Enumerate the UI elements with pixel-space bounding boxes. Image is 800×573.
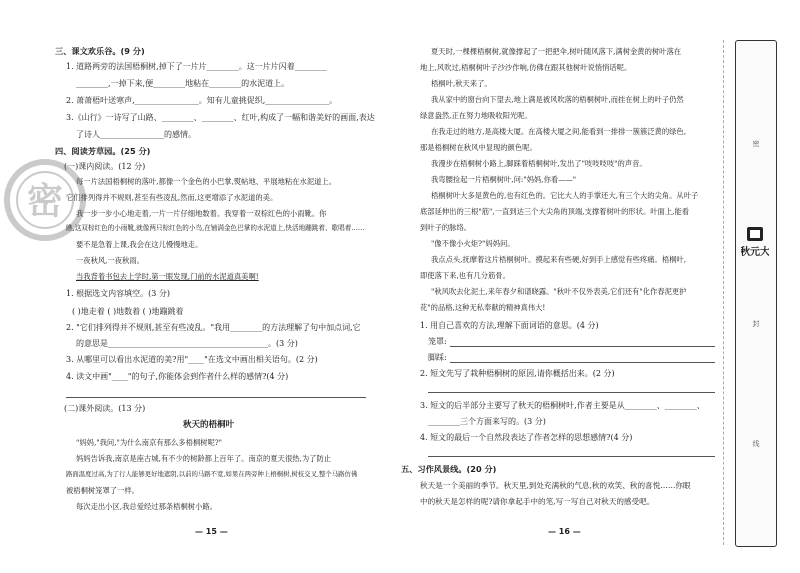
text-line: 了诗人________________的感情。 [76,130,196,139]
text-line: 要不是急着上课,我会在这儿慢慢地走。 [76,240,203,249]
svg-text:密: 密 [26,181,64,222]
text-line: 我从家中的窗台向下望去,地上满是被风吹落的梧桐树叶,而挂在树上的叶子仍然 [431,95,684,104]
text-line: 1. 道路两旁的法国梧桐树,掉下了一片片________。这一片片闪着________ [66,62,327,71]
text-line: ________,一掉下来,便________地粘在________的水泥道上。 [76,79,290,88]
text-line: 4. 短文的最后一个自然段表达了作者怎样的思想感情?(4 分) [420,433,633,442]
text-line: 底部延伸出的三根"筋",一直到达三个大尖角的顶端,支撑着树叶的形状。叶面上,能看 [420,207,690,216]
page-number: — 16 — [548,527,581,536]
text-line: 每次走出小区,我总爱经过那条梧桐树小路。 [76,502,217,511]
text-line: "秋风吹去化泥土,来年春夕和谱晓露。"秋叶不仅外表美,它们还有"化作春泥更护 [431,287,687,296]
seal-mark: 密 [752,140,760,147]
answer-line [450,346,715,347]
text-line: 中的秋天是怎样的呢?请你拿起手中的笔,写一写自己对秋天的感受吧。 [420,497,655,506]
answer-line [428,456,715,457]
text-line: 2. 萧萧梧叶送寒声,________________。知有儿童挑促织,________________。 [66,96,338,105]
section-heading: 五、习作风景线。(20 分) [401,464,497,474]
seal-mark: 封 [752,320,760,327]
answer-line [450,362,715,363]
text-line: 梧桐叶,秋天来了。 [431,79,492,88]
text-line: 我点点头,抚摩着这片梧桐树叶。摸起来有些硬,好到手上感觉有些疼痛。梧桐叶, [431,255,687,264]
watermark-stamp [0,155,90,245]
text-line: 花"的品格,这种无私奉献的精神真伟大! [420,303,546,312]
text-line: (二)课外阅读。(13 分) [64,404,146,413]
text-line: (一)课内阅读。(12 分) [64,162,146,171]
page-number: — 15 — [195,527,228,536]
text-line: 的意思是________________________________________。(3 分) [76,339,298,348]
text-line: 我弯腰捡起一片梧桐树叶,问:"妈妈,你看——" [431,175,577,184]
text-line: 四、阅读芳草园。(25 分) [55,146,151,156]
text-line: 即使落下来,也有几分筋骨。 [420,271,510,280]
text-line: 脚踩: [428,353,447,362]
text-line: ( )地走着 ( )地数着 ( )地蹦跳着 [72,307,184,316]
text-line: 一夜秋风,一夜秋雨。 [76,256,144,265]
left-page [0,0,398,573]
text-line: 1. 根据选文内容填空。(3 分) [66,289,171,298]
text-line: 每一片法国梧桐树的落叶,都像一个金色的小巴掌,熨帖地、平展地粘在水泥道上。 [76,177,337,186]
text-line: 妈妈告诉我,南京是座古城,有不少的树龄都上百年了。南京的夏天很热,为了防止 [76,454,332,463]
text-line: 3. 从哪里可以看出水泥道的美?用"____"在选文中画出相关语句。(2 分) [66,355,318,364]
text-line: 地上,风吹过,梧桐树叶子沙沙作响,仿佛在跟其他树叶说悄悄话呢。 [420,63,632,72]
text-line: 绿意盎然,正在努力地吸收阳光呢。 [420,111,532,120]
svg-text:秋元大: 秋元大 [741,247,769,258]
text-line: ________三个方面来写的。(3 分) [428,417,546,426]
text-line: 我一步一步小心地走着,一片一片仔细地数着。我穿着一双棕红色的小雨靴。你 [76,209,327,218]
text-line: 3. 短文的后半部分主要写了秋天的梧桐树叶,作者主要是从________、________、 [420,401,705,410]
answer-line [428,392,715,393]
text-line: 三、课文欢乐谷。(9 分) [55,46,145,56]
text-line: 笼罩: [428,337,447,346]
text-line: 到叶子的脉络。 [420,223,472,232]
text-line: 路面温度过高,为了行人能够更好地遮阴,以前的马路不宽,如果在两旁种上梧桐树,树枝交叉,整个马路仿佛 [66,470,358,478]
text-line: 瞧,这双棕红色的小雨靴,就像两只棕红色的小鸟,在铺满金色巴掌的水泥道上,快活地蹦跳着、歌唱着…… [66,224,365,232]
underlined-sentence: 当我背着书包去上学时,第一眼发现,门前的水泥道真美啊! [76,272,259,281]
text-line: 秋天是一个美丽的季节。秋天里,到处充满秋的气息,秋的欢笑、秋的喜悦……你眼 [420,481,691,490]
text-line: 1. 用自己喜欢的方法,理解下面词语的意思。(4 分) [420,321,599,330]
text-line: 梧桐树叶大多是黄色的,也有红色的。它比大人的手掌还大,有三个大的尖角。从叶子 [431,191,699,200]
text-line: 夏天时,一棵棵梧桐树,就像撑起了一把把伞,树叶随风落下,满树金黄的树叶落在 [431,47,682,56]
text-line: 它们排列得并不规则,甚至有些凌乱,然而,这更增添了水泥道的美。 [66,193,278,202]
text-line: 4. 读文中画"____"的句子,你能体会到作者什么样的感情?(4 分) [66,372,289,381]
text-line: 2. 短文先写了栽种梧桐树的原因,请你概括出来。(2 分) [420,369,615,378]
seal-mark: 线 [752,440,760,447]
passage-title: 秋天的梧桐叶 [183,420,235,430]
text-line: "妈妈,"我问,"为什么南京有那么多梧桐树呢?" [76,438,223,447]
text-line: 我漫步在梧桐树小路上,脚踩着梧桐树叶,发出了"吱吱吱吱"的声音。 [431,159,647,168]
fold-line [723,40,724,545]
text-line: 2. "它们排列得并不规则,甚至有些凌乱。"我用________的方法理解了句中加点词,它 [66,323,361,332]
text-line: 在我走过的地方,是高楼大厦。在高楼大厦之间,能看到一排排一簇簇泛黄的绿色, [431,127,687,136]
text-line: 那是梧桐树在秋风中显现的颜色呢。 [420,143,537,152]
text-line: 3.《山行》一诗写了山路、________、________、红叶,构成了一幅和谐美好的画面,表达 [66,113,375,122]
brand-logo [741,225,769,285]
text-line: 被梧桐树笼罩了一样。 [66,486,139,495]
binding-side-band [735,40,777,547]
text-line: "像不像小火炬?"妈妈问。 [431,239,515,248]
answer-line [66,397,366,398]
